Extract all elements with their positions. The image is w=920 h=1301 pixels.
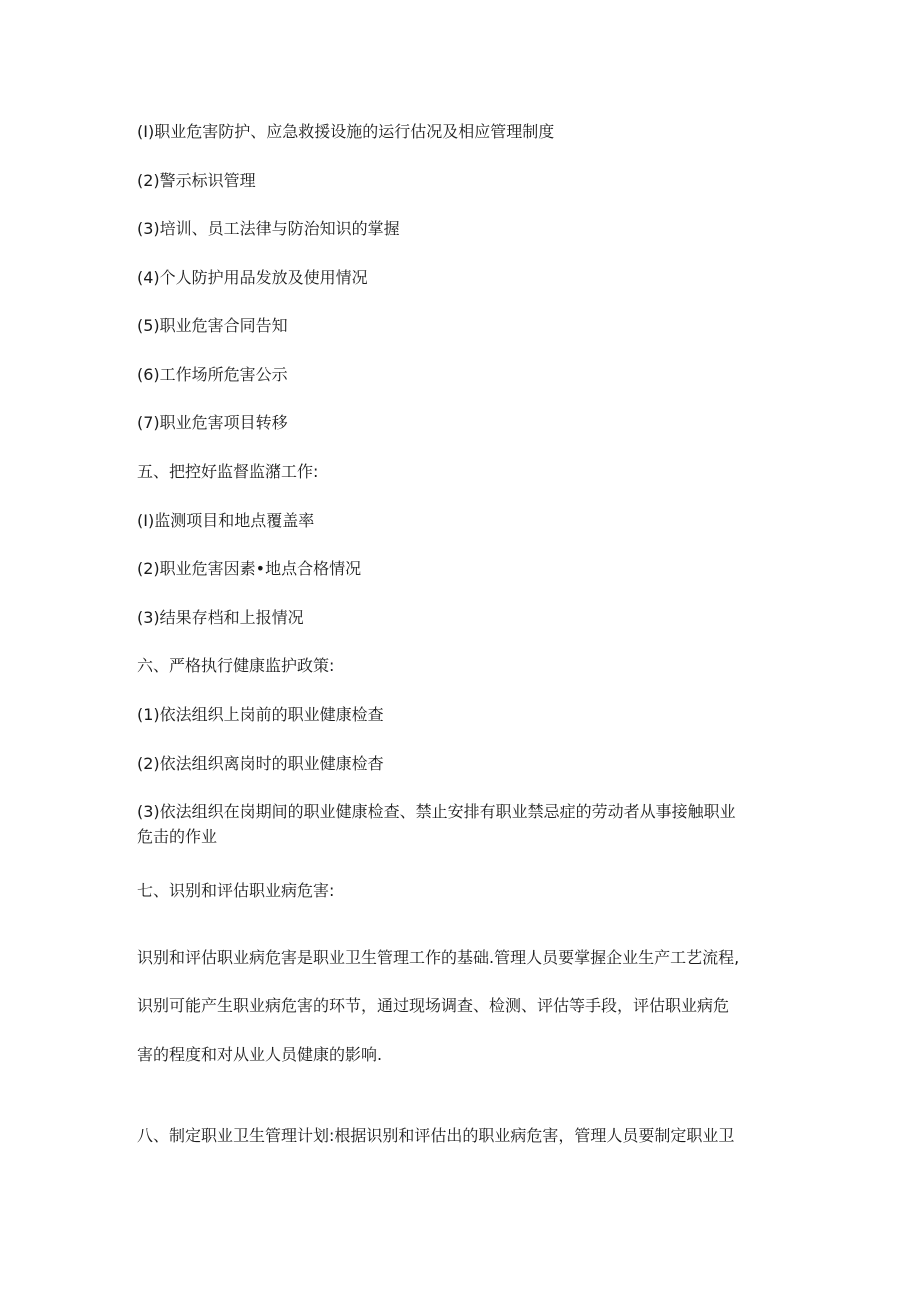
paragraph-line: 识别可能产生职业病危害的环节，通过现场调查、检测、评估等手段，评估职业病危 [137, 996, 730, 1015]
list-item: (2)警示标识管理 [137, 171, 256, 190]
list-item: (6)工作场所危害公示 [137, 365, 288, 384]
section-heading: 七、识别和评估职业病危害: [137, 881, 335, 900]
list-item: (7)职业危害项目转移 [137, 413, 288, 432]
list-item: (4)个人防护用品发放及使用情况 [137, 268, 368, 287]
section-heading: 八、制定职业卫生管理计划:根据识别和评估出的职业病危害，管理人员要制定职业卫 [137, 1126, 735, 1145]
section-heading: 六、严格执行健康监护政策: [137, 656, 335, 675]
list-item: (2)职业危害因素•地点合格情况 [137, 559, 362, 578]
list-item: (2)依法组织离岗时的职业健康检杳 [137, 754, 384, 773]
list-item-line-1: (3)依法组织在岗期间的职业健康检查、禁止安排有职业禁忌症的劳动者从事接触职业 [137, 802, 736, 821]
paragraph-line: 害的程度和对从业人员健康的影响. [137, 1045, 383, 1064]
list-item: (3)培训、员工法律与防治知识的掌握 [137, 219, 400, 238]
list-item: (5)职业危害合同告知 [137, 316, 288, 335]
list-item: (I)监测项目和地点覆盖率 [137, 511, 315, 530]
list-item: (3)结果存档和上报情况 [137, 608, 304, 627]
list-item: (1)依法组织上岗前的职业健康检查 [137, 705, 384, 724]
list-item: (I)职业危害防护、应急救援设施的运行估况及相应管理制度 [137, 122, 555, 141]
list-item-line-2: 危击的作业 [137, 827, 218, 846]
paragraph-line: 识别和评估职业病危害是职业卫生管理工作的基础.管理人员要掌握企业生产工艺流程, [137, 948, 740, 967]
section-heading: 五、把控好监督监潴工作: [137, 462, 319, 481]
